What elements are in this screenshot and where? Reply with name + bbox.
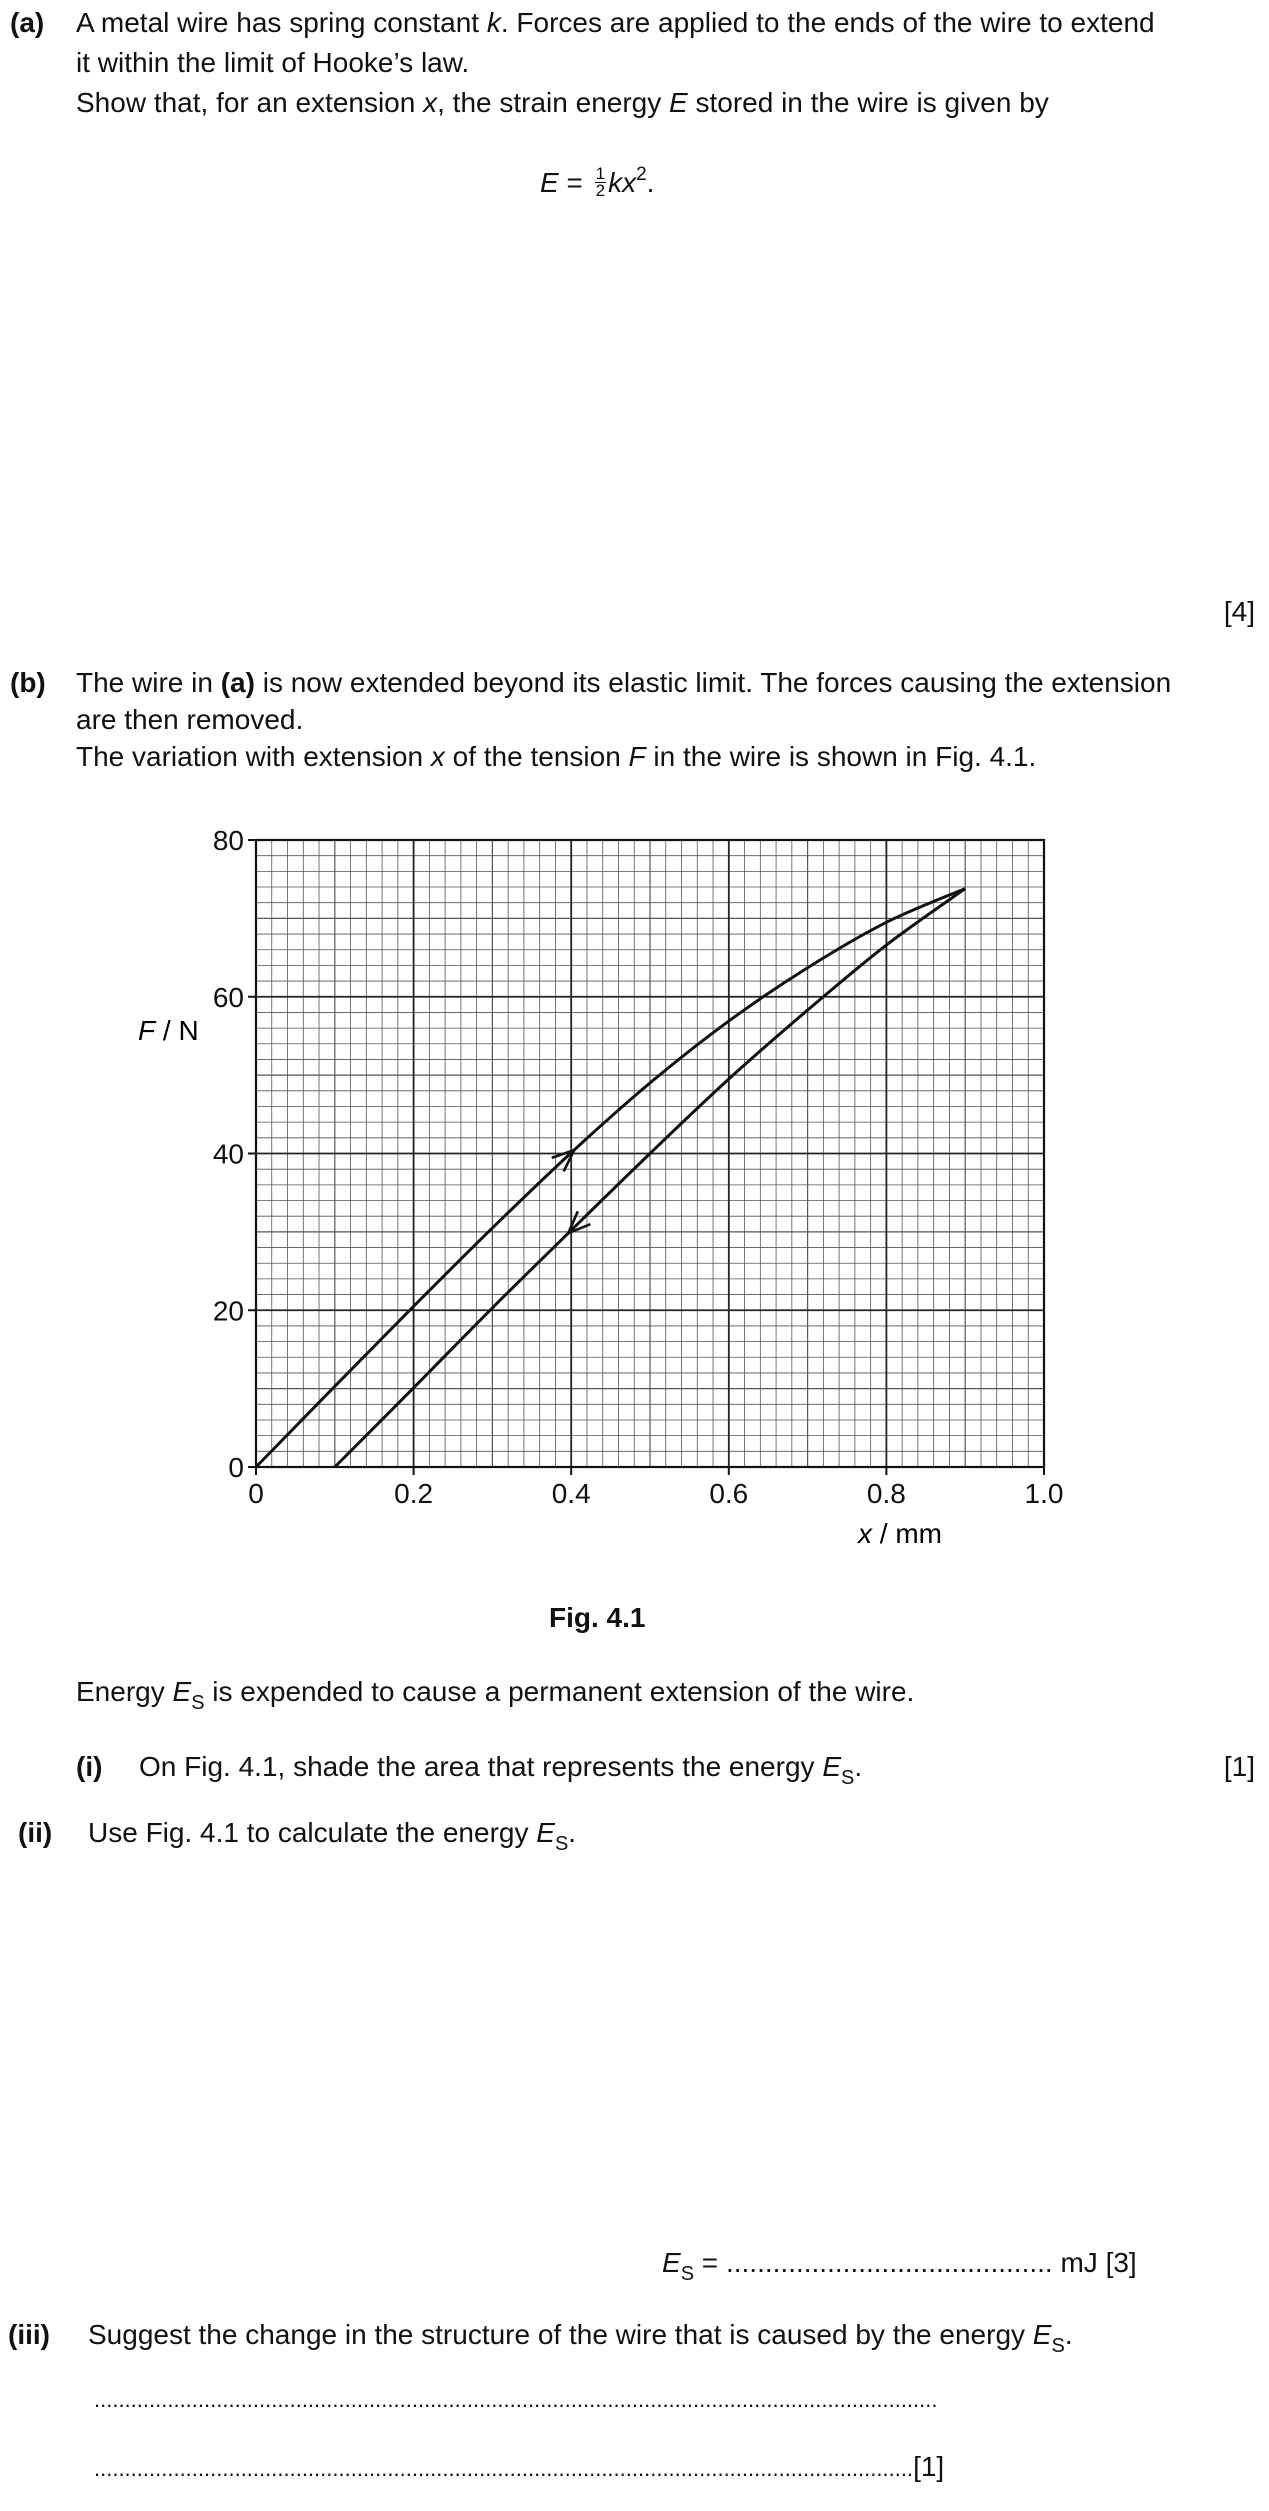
part-b-line-1-text: The wire in [76,667,221,698]
question-iii-label: (iii) [8,2319,50,2350]
fraction-numerator: 1 [595,164,606,183]
formula-exponent: 2 [636,164,647,185]
part-a-marks: [4] [1223,596,1255,627]
answer-equals: = [694,2247,726,2278]
part-a-line-3-text-c: stored in the wire is given by [687,87,1049,118]
y-axis-label: F / N [138,1015,199,1046]
answer-line-1[interactable]: .......................................................................................................................................... [94,2387,938,2412]
symbol-E: E [669,87,688,118]
subscript-s: S [554,1833,569,1855]
part-b-line-3-text: The variation with extension [76,741,431,772]
formula-E: E [540,167,559,198]
question-iii-text-a: Suggest the change in the structure of the wire that is caused by the energy [88,2319,1033,2350]
formula-kx: kx [608,167,637,198]
part-a-line-1-text: A metal wire has spring constant [76,7,487,38]
formula-period: . [646,167,655,198]
part-b-line-2: are then removed. [76,704,304,735]
subscript-s: S [191,1692,205,1714]
part-b-line-3-text-c: in the wire is shown in Fig. 4.1. [645,741,1037,772]
part-a-label: (a) [10,7,45,38]
question-i-period: . [854,1751,863,1782]
y-tick-label: 60 [212,981,244,1013]
x-tick-label: 0.4 [551,1478,591,1509]
part-a-line-2: it within the limit of Hooke’s law. [76,47,470,78]
y-tick-label: 40 [212,1138,244,1170]
symbol-E: E [662,2247,681,2278]
part-a-line-1-text-b: . Forces are applied to the ends of the wire to extend [500,7,1155,38]
question-i-label: (i) [76,1751,103,1782]
curves [256,889,965,1467]
answer-blank[interactable]: .......................................... [725,2247,1053,2278]
question-ii-text-a: Use Fig. 4.1 to calculate the energy [88,1817,537,1848]
energy-statement [76,1675,914,1720]
answer-unit-marks: mJ [3] [1052,2247,1137,2278]
curve-loading [256,889,965,1467]
subscript-s: S [841,1767,855,1789]
figure-caption: Fig. 4.1 [549,1602,646,1633]
question-i-text-a: On Fig. 4.1, shade the area that represents the energy [139,1751,823,1782]
subscript-s: S [1051,2335,1065,2357]
reference-a: (a) [220,667,255,698]
answer-line-Es[interactable] [662,2246,1137,2291]
x-tick-label: 0 [248,1478,264,1509]
subscript-s: S [680,2263,695,2285]
symbol-E: E [172,1676,192,1707]
energy-text: Energy [76,1676,173,1707]
answer-line-2-dots[interactable]: ...................................................................................................................................... [94,2456,914,2481]
symbol-x: x [430,741,445,772]
question-ii-period: . [568,1817,577,1848]
part-b-label: (b) [10,667,46,698]
question-ii-text [88,1816,576,1861]
x-tick-label: 1.0 [1024,1478,1064,1509]
part-a-line-3-text: Show that, for an extension [76,87,424,118]
question-iii-marks: [1] [913,2451,945,2482]
symbol-E: E [536,1817,555,1848]
part-a-line-3-text-b: , the strain energy [437,87,670,118]
x-tick-label: 0.8 [866,1478,906,1509]
x-tick-label: 0.2 [394,1478,434,1509]
symbol-F: F [628,741,646,772]
y-tick-label: 20 [212,1295,244,1327]
symbol-k: k [486,7,501,38]
symbol-x: x [423,87,438,118]
question-ii-label: (ii) [18,1817,53,1848]
part-b-line-3-text-b: of the tension [444,741,629,772]
y-tick-label: 0 [228,1452,244,1483]
question-i-text [139,1750,862,1795]
answer-line-2[interactable] [94,2450,944,2486]
question-iii-text [88,2318,1073,2363]
question-i-marks: [1] [1223,1751,1255,1782]
fraction-denominator: 2 [595,181,606,200]
part-b-line-1-text-b: is now extended beyond its elastic limit. The forces causing the extension [254,667,1172,698]
formula-equals: = [558,167,591,198]
x-axis-label: x / mm [858,1518,942,1549]
x-tick-label: 0.6 [709,1478,749,1509]
y-tick-label: 80 [212,825,244,856]
question-iii-period: . [1064,2319,1073,2350]
energy-text-b: is expended to cause a permanent extension of the wire. [204,1676,915,1707]
symbol-E: E [822,1751,841,1782]
symbol-E: E [1032,2319,1052,2350]
